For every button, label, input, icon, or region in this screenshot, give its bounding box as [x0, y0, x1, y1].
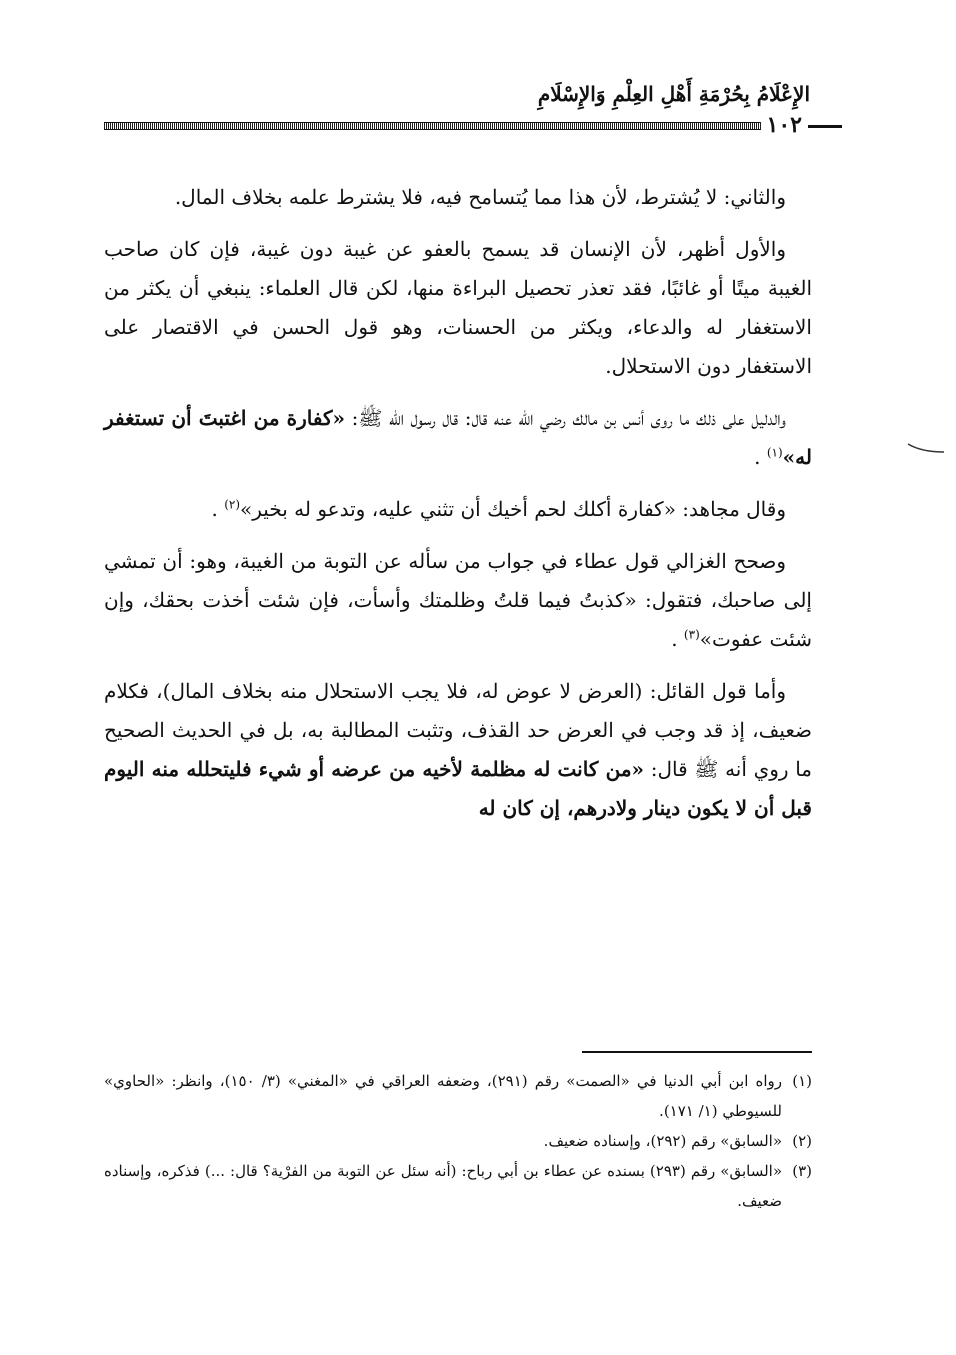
main-text — [104, 178, 812, 841]
running-header-title: الإِعْلَامُ بِحُرْمَةِ أَهْلِ العِلْمِ وَالإِسْلَامِ — [537, 82, 810, 106]
paragraph-5-lead: وصحح الغزالي قول عطاء في جواب من سأله عن التوبة من الغيبة، وهو: أن تمشي إلى صاحبك، فتقول: «كذبتُ فيما قلتُ وظلمتك وأسأت، فإن شئت أخذت بحقك، وإن شئت عفوت» — [104, 549, 812, 651]
paragraph-3-lead: والدليل على ذلك ما روى أنس بن مالك رضي الله عنه قال: قال رسول الله ﷺ: — [345, 406, 786, 430]
footnotes — [104, 1066, 812, 1216]
paragraph-6-lead: وأما قول القائل: (العرض لا عوض له، فلا يجب الاستحلال منه بخلاف المال)، فكلام ضعيف، إذ قد وجب في العرض حد القذف، وتثبت المطالبة به، بل في الحديث الصحيح ما روي أنه ﷺ قال: — [104, 679, 813, 781]
footnote-ref-3: (٣) — [683, 627, 700, 642]
paragraph-3-end: . — [754, 445, 767, 469]
footnote-ref-1: (١) — [766, 445, 783, 460]
paragraph-3 — [104, 399, 812, 477]
footnote-2 — [104, 1126, 812, 1156]
paragraph-4 — [104, 490, 812, 529]
paragraph-2: والأول أظهر، لأن الإنسان قد يسمح بالعفو عن غيبة دون غيبة، فإن كان صاحب الغيبة ميتًا أو غائبًا، فقد تعذر تحصيل البراءة منها، لكن قال العلماء: ينبغي أن يكثر من الاستغفار له والدعاء، ويكثر من الحسنات، وهو قول الحسن في الاقتصار على الاستغفار دون الاستحلال. — [104, 237, 812, 378]
paragraph-5 — [104, 542, 812, 659]
footnote-ref-2: (٢) — [224, 497, 241, 512]
paragraph-1: والثاني: لا يُشترط، لأن هذا مما يُتسامح فيه، فلا يشترط علمه بخلاف المال. — [174, 185, 786, 209]
footnote-text: رواه ابن أبي الدنيا في «الصمت» رقم (٢٩١)، وضعفه العراقي في «المغني» (٣/ ١٥٠)، وانظر: «الحاوي» للسيوطي (١/ ١٧١). — [104, 1072, 782, 1120]
header-rule — [104, 122, 796, 130]
hadith-quote-2: «من كانت له مظلمة لأخيه من عرضه أو شيء فليتحلله منه اليوم قبل أن لا يكون دينار ولادرهم، إن كان له — [104, 757, 812, 820]
footnote-text: «السابق» رقم (٢٩٣) بسنده عن عطاء بن أبي رباح: (أنه سئل عن التوبة من الفرْية؟ قال: ...) فذكره، وإسناده ضعيف. — [104, 1162, 782, 1210]
margin-mark — [904, 440, 946, 454]
footnote-1 — [104, 1066, 812, 1126]
paragraph-6 — [104, 672, 812, 828]
paragraph-4-lead: وقال مجاهد: «كفارة أكلك لحم أخيك أن تثني عليه، وتدعو له بخير» — [240, 497, 786, 521]
footnote-separator — [582, 1051, 812, 1053]
footnote-3 — [104, 1156, 812, 1216]
footnote-number: (١) — [792, 1072, 812, 1090]
paragraph-4-end: . — [211, 497, 225, 521]
footnote-text: «السابق» رقم (٢٩٢)، وإسناده ضعيف. — [543, 1132, 782, 1150]
footnote-number: (٢) — [792, 1132, 812, 1150]
hadith-quote-1: «كفارة من اغتبتَ أن تستغفر له» — [104, 406, 812, 469]
paragraph-5-end: . — [671, 627, 684, 651]
page-number: ١٠٢ — [761, 112, 848, 138]
footnote-number: (٣) — [792, 1162, 812, 1180]
